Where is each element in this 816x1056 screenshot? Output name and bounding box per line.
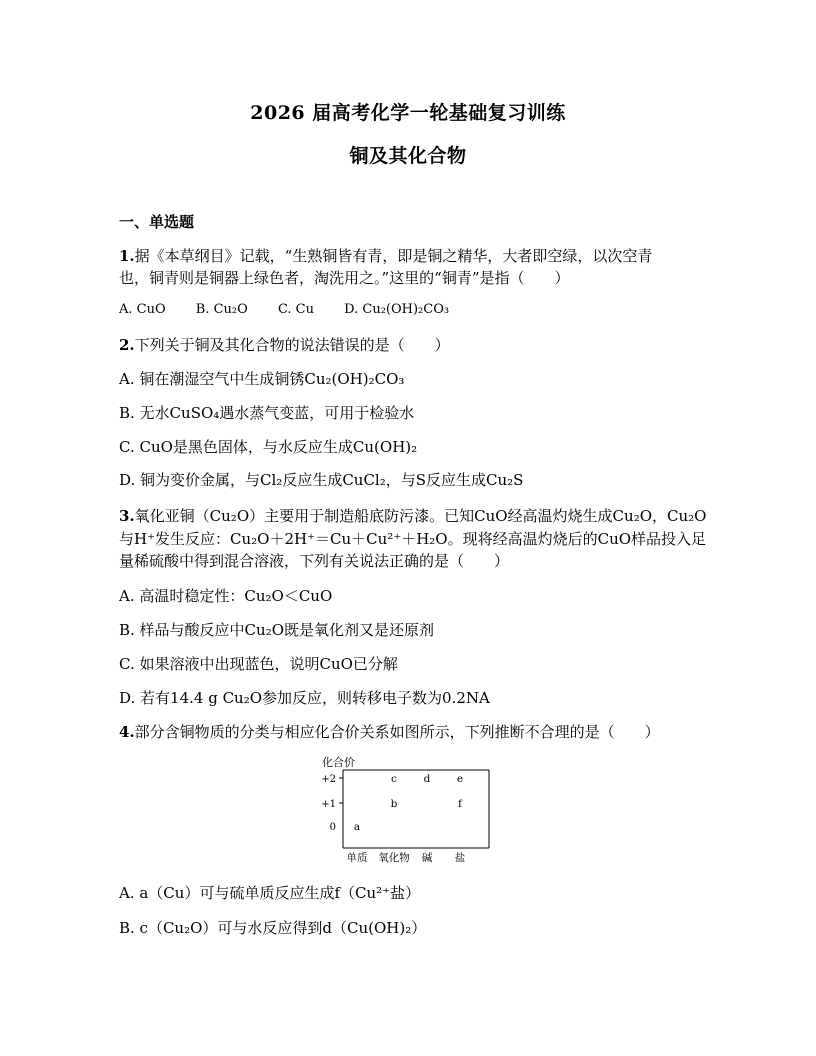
q1-number: 1. [119,247,135,265]
q3-option-a[interactable]: A. 高温时稳定性：Cu₂O＜CuO [119,587,333,605]
q1-text-line1: 据《本草纲目》记载，“生熟铜皆有青，即是铜之精华，大者即空绿，以次空青 [134,247,653,265]
y-tick-label: +1 [321,799,336,810]
point-label-a: a [353,821,361,833]
q3-stem-line3: 量稀硫酸中得到混合溶液，下列有关说法正确的是（ ） [119,552,510,570]
document-subtitle: 铜及其化合物 [349,145,467,167]
q3-stem-line1 [119,505,706,526]
valence-diagram [300,748,500,870]
q2-stem [119,334,450,355]
point-label-f: f [458,798,462,810]
point-label-b: b [390,798,398,810]
q3-option-c[interactable]: C. 如果溶液中出现蓝色，说明CuO已分解 [119,655,398,673]
q3-text-line1: 氧化亚铜（Cu₂O）主要用于制造船底防污漆。已知CuO经高温灼烧生成Cu₂O，Cu₂O [134,507,707,525]
x-tick-label: 单质 [346,852,368,864]
q2-number: 2. [119,336,135,354]
q3-option-d[interactable]: D. 若有14.4 g Cu₂O参加反应，则转移电子数为0.2NA [119,689,490,707]
y-axis-title: 化合价 [322,756,355,769]
q2-option-a[interactable]: A. 铜在潮湿空气中生成铜锈Cu₂(OH)₂CO₃ [119,370,405,388]
x-tick-label: 盐 [454,852,466,864]
x-tick-label: 碱 [421,852,433,864]
q4-text: 部分含铜物质的分类与相应化合价关系如图所示，下列推断不合理的是（ ） [134,723,660,741]
x-tick-label: 氧化物 [378,852,410,864]
q1-option-b[interactable]: B. Cu₂O [195,302,248,317]
y-tick-label: +2 [321,774,336,785]
y-tick-label: 0 [329,822,336,833]
point-label-d: d [423,773,431,785]
q4-stem [119,721,660,742]
q2-option-b[interactable]: B. 无水CuSO₄遇水蒸气变蓝，可用于检验水 [119,404,415,422]
q2-option-d[interactable]: D. 铜为变价金属，与Cl₂反应生成CuCl₂，与S反应生成Cu₂S [119,471,524,489]
q3-option-b[interactable]: B. 样品与酸反应中Cu₂O既是氧化剂又是还原剂 [119,621,435,639]
q4-option-b[interactable]: B. c（Cu₂O）可与水反应得到d（Cu(OH)₂） [119,919,427,937]
q3-stem-line2: 与H⁺发生反应：Cu₂O＋2H⁺＝Cu＋Cu²⁺＋H₂O。现将经高温灼烧后的CuO样品投入足 [119,530,707,548]
q1-options [119,302,475,317]
document-title: 2026 届高考化学一轮基础复习训练 [250,102,566,124]
q2-text: 下列关于铜及其化合物的说法错误的是（ ） [134,336,450,354]
section-heading: 一、单选题 [119,213,195,231]
q1-option-d[interactable]: D. Cu₂(OH)₂CO₃ [344,302,450,317]
q1-option-c[interactable]: C. Cu [277,302,315,317]
q2-option-c[interactable]: C. CuO是黑色固体，与水反应生成Cu(OH)₂ [119,438,418,456]
q1-stem-line2: 也，铜青则是铜器上绿色者，淘洗用之。”这里的“铜青”是指（ ） [119,269,570,287]
q3-number: 3. [119,507,135,525]
q4-option-a[interactable]: A. a（Cu）可与硫单质反应生成f（Cu²⁺盐） [119,884,421,902]
q4-number: 4. [119,723,135,741]
q1-stem-line1 [119,245,652,266]
q1-option-a[interactable]: A. CuO [119,302,166,317]
point-label-e: e [456,773,464,785]
point-label-c: c [391,773,397,785]
